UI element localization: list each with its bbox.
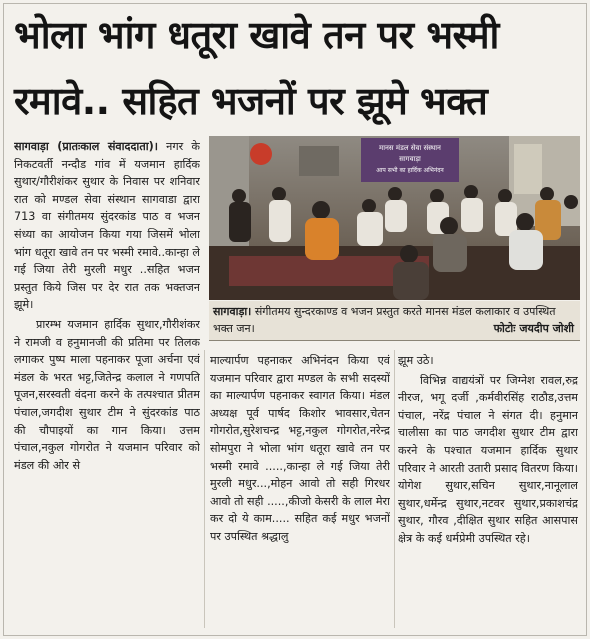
headline-line-2: रमावे.. सहित भजनों पर झूमे भक्त xyxy=(14,79,488,123)
photo-credit: फोटोः जयदीप जोशी xyxy=(493,322,574,335)
article-paragraph-3: माल्यार्पण पहनाकर अभिनंदन किया एवं यजमान परिवार द्वारा मण्डल के सभी सदस्यों का माल्यार्पण पहनाकर स्वागत किया। मंडल अध्यक्ष पूर्व पार्षद किशोर भावसार,चेतन गोगरोत,सुरेशचन्द्र भट्ट,नकुल गोगरोत,नरेन्द्र सोमपुरा ने भोला भांग धतूरा खावे तन पर भस्मी रमावे .....,कान्हा ले गई जिया तेरी मुरली मधुर...,मोहन आवो तो सही गिरधर आवो तो सही .....,कीजो केसरी के लाल मेरा कर दो ये काम..... सहित कई मधुर भजनों पर उपस्थित श्रद्धालु xyxy=(210,354,390,543)
column-divider xyxy=(204,350,205,628)
caption-text: संगीतमय सुन्दरकाण्ड व भजन प्रस्तुत करते मानस मंडल कलाकार व उपस्थित भक्त जन। xyxy=(213,305,556,335)
event-photo-illustration xyxy=(209,136,580,300)
article-paragraph-2: प्रारम्भ यजमान हार्दिक सुथार,गौरीशंकर ने रामजी व हनुमानजी की प्रतिमा पर तिलक लगाकर पुष्प माला पहनाकर पूजा अर्चना एवं मंडल के भरत भट्ट,जितेन्द्र कलाल ने गणपति पूजन,सरस्वती वंदना करने के तत्पश्चात प्रीतम पंचाल,जगदीश सुथार टीम ने सुंदरकांड पाठ की चौपाइयों का गान किया। उत्तम पंचाल,नकुल गोगरोत ने यजमान परिवार को मंडल की ओर से xyxy=(14,317,200,472)
article-column-3 xyxy=(398,352,578,628)
article-paragraph-1 xyxy=(14,138,200,314)
event-photo xyxy=(209,136,580,300)
caption-location: सागवाड़ा। xyxy=(213,305,252,318)
article-column-2 xyxy=(210,352,390,628)
performer xyxy=(305,218,339,260)
headline-line-1: भोला भांग धतूरा खावे तन पर भस्मी xyxy=(14,13,499,57)
column-divider xyxy=(394,350,395,628)
article-paragraph-4: झूम उठे। xyxy=(398,354,434,367)
article-paragraph-5: विभिन्न वाद्ययंत्रों पर जिग्नेश रावल,रुद्र नीरज, भगू दर्जी ,कर्मवीरसिंह राठौड,उत्तम पंचाल, नरेंद्र पंचाल ने संगत दी। हनुमान चालीसा का पाठ जगदीश सुथार टीम द्वारा करने के पश्चात यजमान हार्दिक सुथार परिवार ने आरती उतारी प्रसाद वितरण किया। योगेश सुथार,सचिन सुथार,नानूलाल सुथार,धर्मेन्द्र सुथार,नटवर सुथार,प्रकाशचंद्र सुथार, गौरव ,दीक्षित सुथार सहित आसपास क्षेत्र के कई धर्मप्रेमी उपस्थित रहे। xyxy=(398,373,578,545)
dateline: सागवाड़ा (प्रातःकाल संवाददाता)। xyxy=(14,140,158,153)
banner-text: सागवाड़ा xyxy=(399,155,421,163)
banner-text: आप सभी का हार्दिक अभिनंदन xyxy=(376,167,444,174)
article-column-1 xyxy=(14,138,200,628)
banner-text: मानस मंडल सेवा संस्थान xyxy=(379,144,441,152)
article-text: नगर के निकटवर्ती नन्दौड गांव में यजमान हार्दिक सुथार/गौरीशंकर सुथार के निवास पर शनिवार रात को मण्डल सेवा संस्थान सागवाडा द्वारा 713 वा संगीतमय सुंदरकांड पाठ व भजन संध्या का आयोजन किया गया जिसमें भोला भांग धतूरा खावे तन पर भस्मी रमावे..कान्हा ले गई जिया तेरी मुरली मधुर ..सहित भजन प्रस्तुत किये जिस पर देर रात तक भक्तजन झूमे। xyxy=(14,140,200,312)
photo-caption xyxy=(209,301,580,341)
